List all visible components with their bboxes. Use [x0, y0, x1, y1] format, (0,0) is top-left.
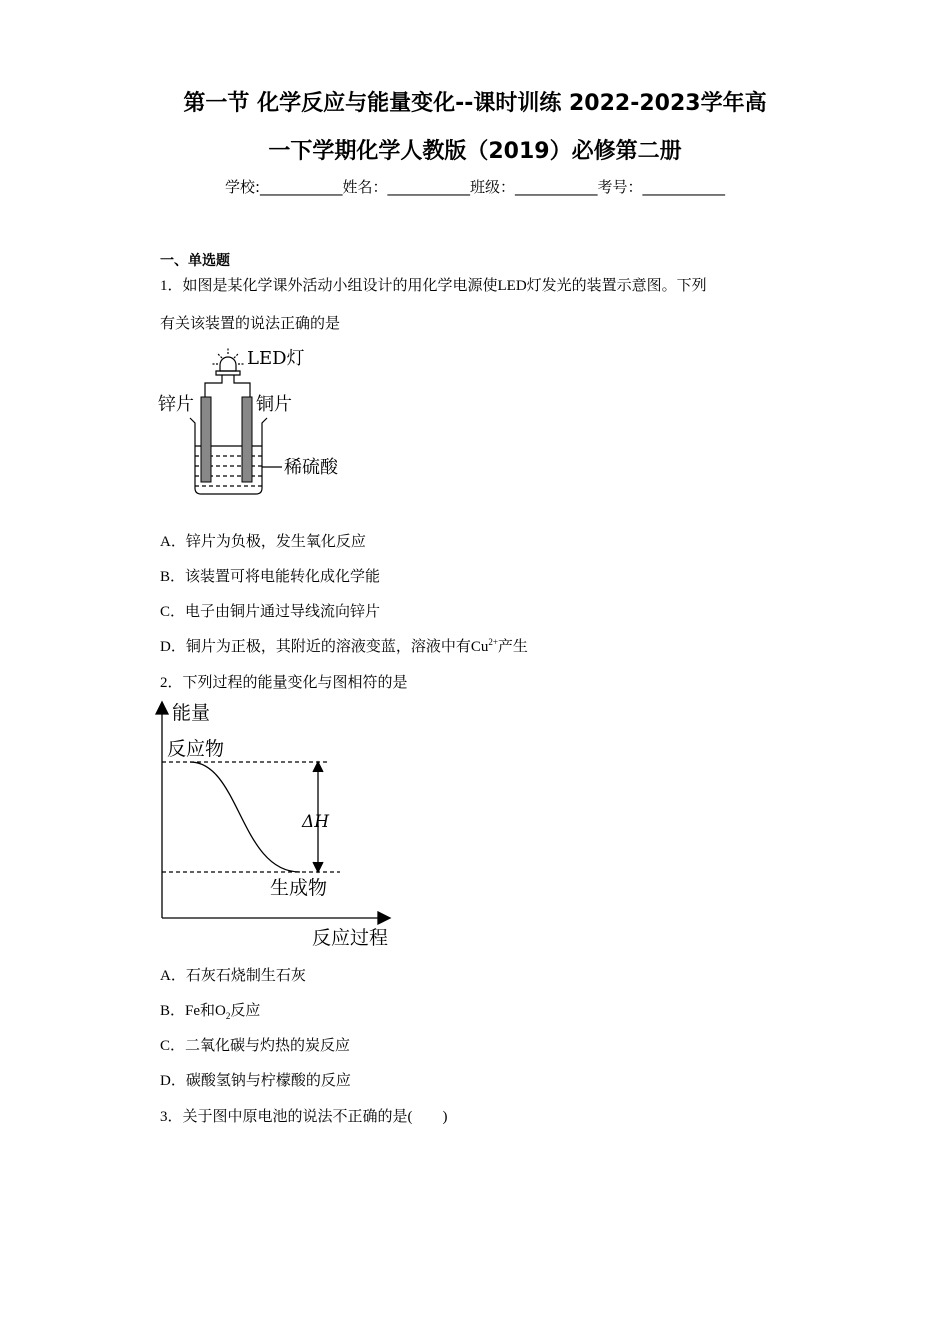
- delta-h-label: ΔH: [302, 812, 330, 832]
- reactant-label: 反应物: [167, 738, 225, 760]
- q1-stem-line1: 1．如图是某化学课外活动小组设计的用化学电源使LED灯发光的装置示意图。下列: [160, 278, 707, 294]
- section-heading: 一、单选题: [160, 253, 230, 269]
- q2-option-a: A．石灰石烧制生石灰: [160, 968, 306, 984]
- copper-label: 铜片: [256, 394, 292, 415]
- y-axis-label: 能量: [172, 702, 211, 724]
- q1-stem-line2: 有关该装置的说法正确的是: [160, 316, 341, 332]
- q3-stem: 3．关于图中原电池的说法不正确的是( ): [160, 1109, 448, 1125]
- q2-option-c: C．二氧化碳与灼热的炭反应: [160, 1038, 351, 1054]
- title-line-2: 一下学期化学人教版（2019）必修第二册: [268, 139, 682, 164]
- galvanic-cell-figure: [150, 340, 370, 500]
- energy-diagram: [150, 698, 410, 953]
- zinc-label: 锌片: [158, 394, 194, 415]
- q2-option-b-end: 反应: [230, 1003, 261, 1019]
- q2-option-d: D．碳酸氢钠与柠檬酸的反应: [160, 1073, 351, 1089]
- q1-option-d-end: 产生: [497, 639, 528, 655]
- acid-label: 稀硫酸: [284, 457, 338, 478]
- q1-option-d: [160, 635, 528, 656]
- charge-superscript: 2+: [488, 637, 498, 647]
- q1-option-b: B．该装置可将电能转化成化学能: [160, 569, 381, 585]
- led-label: LED灯: [247, 348, 305, 369]
- q1-option-a: A．锌片为负极，发生氧化反应: [160, 534, 366, 550]
- subscript: 2: [225, 1011, 231, 1021]
- q2-stem: 2．下列过程的能量变化与图相符的是: [160, 675, 408, 691]
- q1-option-c: C．电子由铜片通过导线流向锌片: [160, 604, 381, 620]
- student-info-line: 学校:___________姓名：___________班级：___________考号：___________: [224, 178, 726, 196]
- q1-option-d-text: D．铜片为正极，其附近的溶液变蓝，溶液中有Cu: [160, 639, 489, 655]
- q2-option-b-text: B．Fe和O: [160, 1003, 226, 1019]
- product-label: 生成物: [270, 877, 328, 899]
- q2-option-b: [160, 999, 260, 1021]
- title-line-1: 第一节 化学反应与能量变化--课时训练 2022-2023学年高: [183, 91, 767, 116]
- x-axis-label: 反应过程: [312, 927, 389, 949]
